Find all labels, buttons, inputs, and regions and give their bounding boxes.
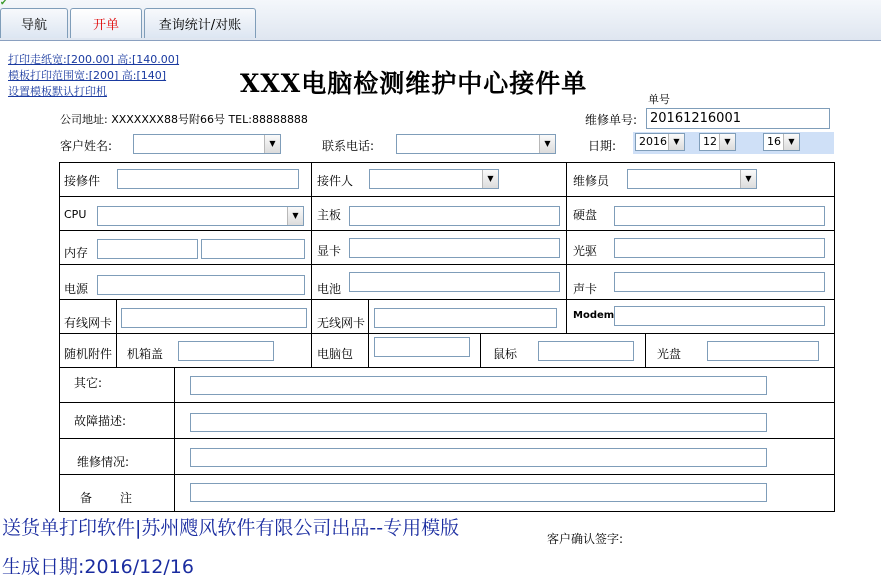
- check-icon: ✔: [0, 0, 8, 8]
- table-line: [59, 333, 835, 334]
- table-border: [59, 162, 835, 163]
- mouse-label: 鼠标: [493, 347, 518, 361]
- disc-label: 光盘: [657, 347, 682, 361]
- chevron-down-icon: ▼: [783, 134, 799, 150]
- chevron-down-icon: ▼: [668, 134, 684, 150]
- receiver-select[interactable]: [369, 169, 499, 189]
- cpu-label: CPU: [64, 208, 87, 221]
- harddisk-label: 硬盘: [573, 208, 598, 222]
- table-line: [645, 333, 646, 368]
- laptop-bag-input[interactable]: [374, 337, 470, 357]
- date-year-select[interactable]: 2016 ▼: [635, 133, 685, 151]
- print-range-link[interactable]: 模板打印范围宽:[200] 高:[140]: [8, 69, 167, 82]
- table-line: [368, 299, 369, 334]
- print-paper-link[interactable]: 打印走纸宽:[200.00] 高:[140.00]: [8, 53, 180, 66]
- table-line: [59, 367, 835, 368]
- order-no-input[interactable]: [646, 108, 830, 129]
- battery-input[interactable]: [349, 272, 560, 292]
- wired-nic-label: 有线网卡: [64, 316, 113, 330]
- receiver-label: 接件人: [317, 174, 354, 188]
- software-footer: 送货单打印软件|苏州飕风软件有限公司出品--专用模版: [2, 517, 460, 539]
- page-title: XXX电脑检测维护中心接件单: [240, 69, 588, 98]
- table-line: [59, 299, 835, 300]
- table-border: [59, 511, 835, 512]
- chevron-down-icon: ▼: [539, 135, 555, 153]
- table-line: [59, 438, 835, 439]
- receive-part-input[interactable]: [117, 169, 299, 189]
- chevron-down-icon: ▼: [740, 170, 756, 188]
- chevron-down-icon: ▼: [482, 170, 498, 188]
- table-line: [311, 162, 312, 334]
- wired-nic-input[interactable]: [121, 308, 307, 328]
- wireless-nic-label: 无线网卡: [317, 316, 366, 330]
- phone-select[interactable]: [396, 134, 556, 154]
- harddisk-input[interactable]: [614, 206, 825, 226]
- date-month-select[interactable]: 12 ▼: [699, 133, 736, 151]
- soundcard-input[interactable]: [614, 272, 825, 292]
- other-input[interactable]: [190, 376, 767, 395]
- modem-input[interactable]: [614, 306, 825, 326]
- tab-query[interactable]: 查询统计/对账: [144, 8, 256, 38]
- chevron-down-icon: ▼: [264, 135, 280, 153]
- generation-date: 生成日期:2016/12/16: [2, 556, 194, 578]
- order-no-caption: 单号: [648, 93, 670, 106]
- fault-input[interactable]: [190, 413, 767, 432]
- tab-nav[interactable]: 导航: [0, 8, 68, 38]
- table-border: [59, 162, 60, 512]
- disc-input[interactable]: [707, 341, 819, 361]
- remark-label-part2: 注: [120, 491, 133, 505]
- receive-part-label: 接修件: [64, 174, 101, 188]
- chevron-down-icon: ▼: [287, 207, 303, 225]
- table-line: [116, 299, 117, 368]
- repair-status-label: 维修情况:: [77, 455, 130, 469]
- mouse-input[interactable]: [538, 341, 634, 361]
- mainboard-input[interactable]: [349, 206, 560, 226]
- date-label: 日期:: [588, 139, 617, 153]
- table-line: [59, 474, 835, 475]
- fault-label: 故障描述:: [74, 414, 127, 428]
- customer-sign-label: 客户确认签字:: [547, 532, 624, 546]
- order-no-label: 维修单号:: [585, 113, 638, 127]
- table-line: [59, 230, 835, 231]
- table-line: [368, 333, 369, 368]
- power-input[interactable]: [97, 275, 305, 295]
- repair-status-input[interactable]: [190, 448, 767, 467]
- customer-label: 客户姓名:: [60, 139, 113, 153]
- table-line: [174, 367, 175, 512]
- company-address: 公司地址: XXXXXXX88号附66号 TEL:88888888: [60, 113, 308, 126]
- set-printer-link[interactable]: 设置模板默认打印机: [8, 85, 107, 98]
- case-cover-input[interactable]: [178, 341, 274, 361]
- graphics-input[interactable]: [349, 238, 560, 258]
- mainboard-label: 主板: [317, 208, 342, 222]
- repairer-select[interactable]: [627, 169, 757, 189]
- wireless-nic-input[interactable]: [374, 308, 557, 328]
- power-label: 电源: [64, 282, 89, 296]
- repairer-label: 维修员: [573, 174, 610, 188]
- optical-drive-label: 光驱: [573, 244, 598, 258]
- date-day-select[interactable]: 16 ▼: [763, 133, 800, 151]
- cpu-select[interactable]: [97, 206, 304, 226]
- laptop-bag-label: 电脑包: [317, 347, 354, 361]
- accessories-label: 随机附件: [64, 347, 113, 361]
- case-cover-label: 机箱盖: [127, 347, 164, 361]
- battery-label: 电池: [317, 282, 342, 296]
- table-line: [311, 333, 312, 368]
- soundcard-label: 声卡: [573, 282, 598, 296]
- graphics-label: 显卡: [317, 244, 342, 258]
- chevron-down-icon: ▼: [719, 134, 735, 150]
- memory-label: 内存: [64, 246, 89, 260]
- table-line: [59, 264, 835, 265]
- table-line: [59, 196, 835, 197]
- other-label: 其它:: [74, 376, 103, 390]
- table-line: [59, 402, 835, 403]
- table-line: [566, 162, 567, 334]
- modem-label: Modem: [573, 310, 615, 321]
- tab-open-order[interactable]: 开单: [70, 8, 142, 38]
- table-border: [834, 162, 835, 512]
- phone-label: 联系电话:: [322, 139, 375, 153]
- remark-input[interactable]: [190, 483, 767, 502]
- remark-label-part1: 备: [80, 491, 93, 505]
- memory-input-2[interactable]: [201, 239, 305, 259]
- table-line: [480, 333, 481, 368]
- customer-select[interactable]: [133, 134, 281, 154]
- memory-input-1[interactable]: [97, 239, 198, 259]
- optical-drive-input[interactable]: [614, 238, 825, 258]
